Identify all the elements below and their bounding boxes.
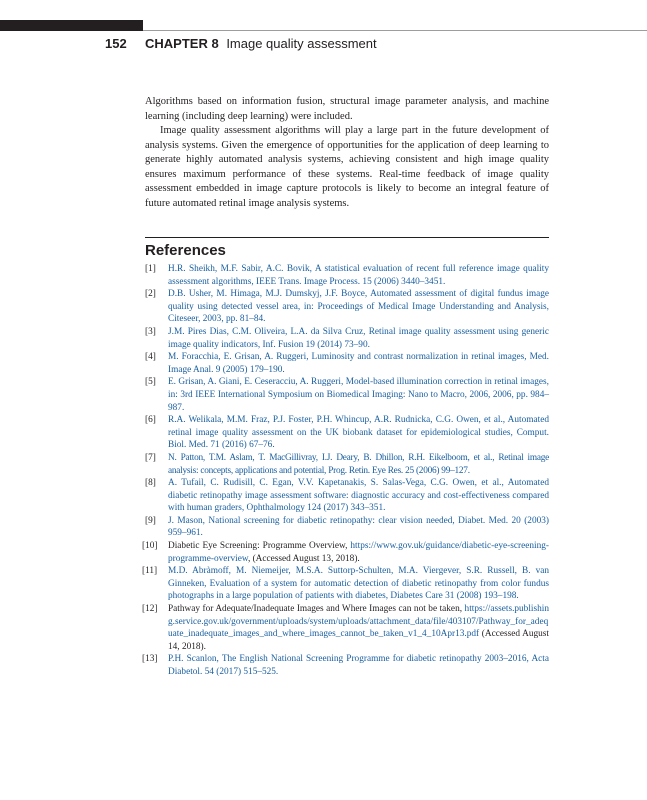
- reference-text[interactable]: J.M. Pires Dias, C.M. Oliveira, L.A. da Silva Cruz, Retinal image quality assessment using generic image quality indicators, Inf. Fusion 19 (2014) 73–90.: [168, 326, 549, 350]
- reference-url-link[interactable]: https://www.gov.uk/guidance/diabetic-eye-screening-programme-overview: [168, 541, 549, 564]
- reference-text[interactable]: J. Mason, National screening for diabetic retinopathy: clear vision needed, Diabet. Med. 20 (2003) 959–961.: [168, 515, 549, 539]
- reference-4[interactable]: [145, 351, 549, 376]
- reference-13[interactable]: [142, 653, 549, 678]
- reference-10[interactable]: [142, 540, 549, 565]
- page-number: 152: [105, 36, 127, 51]
- reference-list: [142, 263, 549, 679]
- reference-8[interactable]: [145, 477, 549, 515]
- paragraph-2: Image quality assessment algorithms will play a large part in the future development of analysis systems. Given the emergence of opportunities for the application of deep learning to generate highly automated analysis systems, achieving consistent and high image quality ensures maximum performance of these systems. Real-time feedback of image quality assessment embedded in image capture protocols is likely to become an integral feature of future automated retinal image analysis systems.: [145, 125, 549, 209]
- reference-number: [11]: [142, 566, 158, 577]
- reference-number: [1]: [145, 264, 156, 274]
- reference-text[interactable]: R.A. Welikala, M.M. Fraz, P.J. Foster, P.H. Whincup, A.R. Rudnicka, C.G. Owen, et al., Automated retinal image quality assessment on the UK biobank dataset for epidemiological studies, Comput. Biol. Med. 71 (2016) 67–76.: [168, 415, 549, 451]
- reference-number: [5]: [145, 377, 156, 388]
- chapter-title: Image quality assessment: [226, 36, 377, 51]
- header-black-bar: [0, 20, 143, 31]
- reference-number: [4]: [145, 352, 156, 363]
- reference-text[interactable]: A. Tufail, C. Rudisill, C. Egan, V.V. Kapetanakis, S. Salas-Vega, C.G. Owen, et al., Automated diabetic retinopathy image assessment software: diagnostic accuracy and cost-effectiveness compared with human graders, Ophthalmology 124 (2017) 343–351.: [168, 478, 549, 514]
- chapter-label: CHAPTER 8: [145, 36, 219, 51]
- reference-number: [8]: [145, 478, 156, 489]
- reference-text[interactable]: M.D. Abràmoff, M. Niemeijer, M.S.A. Suttorp-Schulten, M.A. Viergever, S.R. Russell, B. van Ginneken, Evaluation of a system for automatic detection of diabetic retinopathy from color fundus photographs in a large population of patients with diabetes, Diabetes Care 31 (2008) 193–198.: [168, 566, 549, 602]
- reference-text[interactable]: H.R. Sheikh, M.F. Sabir, A.C. Bovik, A statistical evaluation of recent full reference image quality assessment algorithms, IEEE Trans. Image Process. 15 (2006) 3440–3451.: [168, 264, 549, 287]
- reference-number: [2]: [145, 289, 156, 300]
- reference-number: [10]: [142, 541, 158, 552]
- reference-1[interactable]: [145, 263, 549, 288]
- header-rule: [143, 30, 647, 31]
- reference-lead-text: Diabetic Eye Screening: Programme Overview,: [168, 541, 351, 552]
- paragraph-1: Algorithms based on information fusion, structural image parameter analysis, and machine learning (including deep learning) were included.: [145, 96, 549, 122]
- section-rule: [145, 237, 549, 238]
- reference-lead-text: Pathway for Adequate/Inadequate Images and Where Images can not be taken,: [168, 604, 465, 615]
- reference-12[interactable]: [142, 603, 549, 653]
- reference-6[interactable]: [145, 414, 549, 452]
- reference-5[interactable]: [145, 376, 549, 414]
- reference-7[interactable]: [145, 452, 549, 477]
- reference-text[interactable]: P.H. Scanlon, The English National Screening Programme for diabetic retinopathy 2003–2016, Acta Diabetol. 54 (2017) 515–525.: [168, 654, 549, 677]
- reference-number: [12]: [142, 604, 158, 615]
- reference-number: [6]: [145, 415, 156, 426]
- reference-tail-text: (Accessed August 14, 2018).: [168, 629, 549, 652]
- references-heading: References: [145, 242, 226, 259]
- reference-text[interactable]: E. Grisan, A. Giani, E. Ceseracciu, A. Ruggeri, Model-based illumination correction in retinal images, in: 3rd IEEE International Symposium on Biomedical Imaging: Nano to Macro, 2006, 2006, pp. 984–987.: [168, 377, 549, 413]
- reference-text[interactable]: M. Foracchia, E. Grisan, A. Ruggeri, Luminosity and contrast normalization in retinal images, Med. Image Anal. 9 (2005) 179–190.: [168, 352, 549, 375]
- reference-number: [13]: [142, 654, 158, 665]
- body-text: [145, 95, 549, 211]
- reference-text[interactable]: D.B. Usher, M. Himaga, M.J. Dumskyj, J.F. Boyce, Automated assessment of digital fundus image quality using detected vessel area, in: Proceedings of Medical Image Understanding and Analysis, Citeseer, 2003, pp. 81–84.: [168, 289, 549, 325]
- reference-url-link[interactable]: https://assets.publishing.service.gov.uk/government/uploads/system/uploads/attachment_data/file/403107/Pathway_for_adequate_inadequate_images_and_where_images_cannot_be_taken_v1_4_10Apr13.pdf: [168, 604, 549, 640]
- running-head: [145, 36, 377, 51]
- reference-number: [7]: [145, 452, 156, 463]
- reference-2[interactable]: [145, 288, 549, 326]
- reference-tail-text: , (Accessed August 13, 2018).: [247, 553, 360, 564]
- reference-text[interactable]: N. Patton, T.M. Aslam, T. MacGillivray, I.J. Deary, B. Dhillon, R.H. Eikelboom, et al., Retinal image analysis: concepts, applications and potential, Prog. Retin. Eye Res. 25 (2006) 99–127.: [168, 452, 549, 476]
- reference-11[interactable]: [142, 565, 549, 603]
- reference-number: [9]: [145, 515, 156, 526]
- reference-3[interactable]: [145, 326, 549, 351]
- reference-9[interactable]: [145, 515, 549, 540]
- reference-number: [3]: [145, 326, 156, 337]
